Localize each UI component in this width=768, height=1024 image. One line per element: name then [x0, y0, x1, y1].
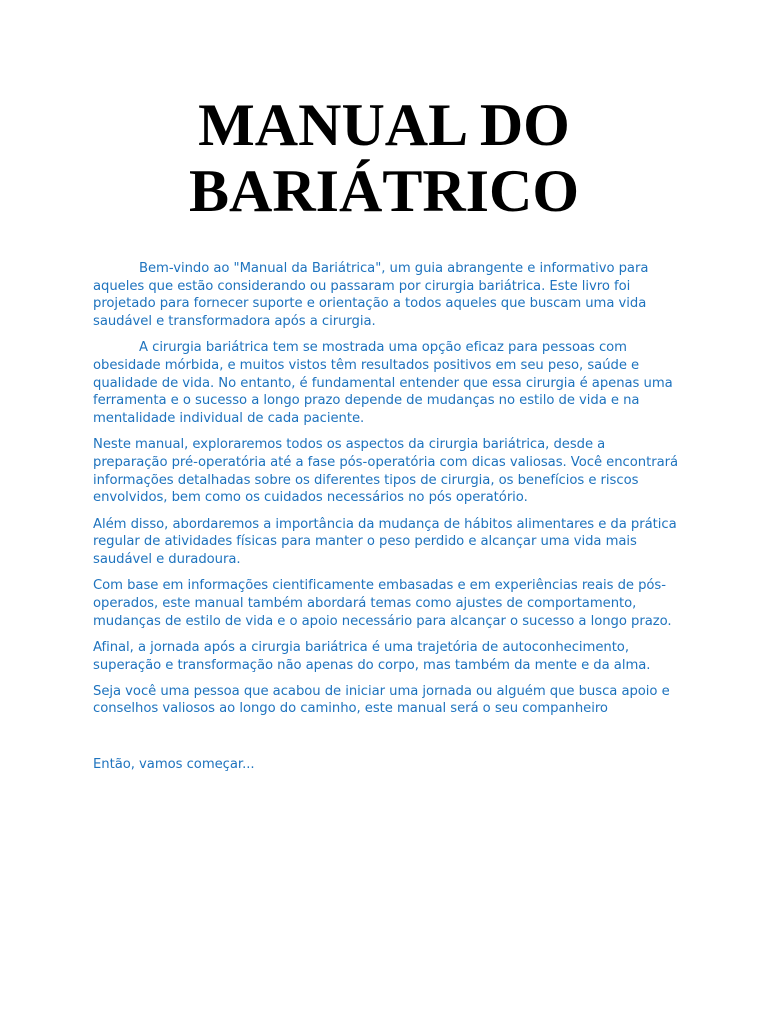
document-body	[93, 260, 678, 782]
paragraph-journey: Afinal, a jornada após a cirurgia bariátrica é uma trajetória de autoconhecimento, superação e transformação não apenas do corpo, mas também da mente e da alma.	[93, 639, 651, 673]
paragraph-companion: Seja você uma pessoa que acabou de iniciar uma jornada ou alguém que busca apoio e conselhos valiosos ao longo do caminho, este manual será o seu companheiro	[93, 683, 670, 717]
paragraph-intro: Bem-vindo ao "Manual da Bariátrica", um guia abrangente e informativo para aqueles que estão considerando ou passaram por cirurgia bariátrica. Este livro foi projetado para fornecer suporte e orientação a todos aqueles que buscam uma vida saudável e transformadora após a cirurgia.	[93, 261, 649, 330]
paragraph-surgery: A cirurgia bariátrica tem se mostrada uma opção eficaz para pessoas com obesidade mórbida, e muitos vistos têm resultados positivos em seu peso, saúde e qualidade de vida. No entanto, é fundamental entender que essa cirurgia é apenas uma ferramenta e o sucesso a longo prazo depende de mudanças no estilo de vida e na mentalidade individual de cada paciente.	[93, 340, 673, 427]
title-line-1: MANUAL DO	[198, 92, 570, 158]
document-title	[0, 92, 768, 224]
paragraph-scientific-basis: Com base em informações cientificamente embasadas e em experiências reais de pós-operados, este manual também abordará temas como ajustes de comportamento, mudanças de estilo de vida e o apoio necessário para alcançar o sucesso a longo prazo.	[93, 578, 672, 629]
title-line-2: BARIÁTRICO	[188, 158, 580, 224]
paragraph-manual-contents: Neste manual, exploraremos todos os aspectos da cirurgia bariátrica, desde a preparação pré-operatória até a fase pós-operatória com dicas valiosas. Você encontrará informações detalhadas sobre os diferentes tipos de cirurgia, os benefícios e riscos envolvidos, bem como os cuidados necessários no pós operatório.	[93, 437, 679, 506]
paragraph-closing: Então, vamos começar...	[93, 757, 255, 773]
paragraph-habits: Além disso, abordaremos a importância da mudança de hábitos alimentares e da prática regular de atividades físicas para manter o peso perdido e alcançar uma vida mais saudável e duradoura.	[93, 516, 677, 568]
